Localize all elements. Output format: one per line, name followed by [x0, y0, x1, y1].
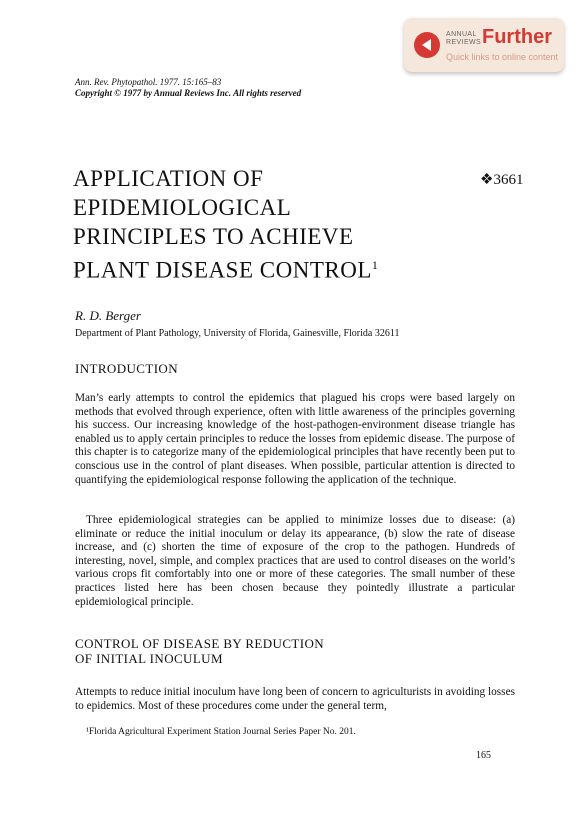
section-heading-control: CONTROL OF DISEASE BY REDUCTION OF INITIAL INOCULUM — [75, 636, 325, 666]
citation-copyright: Copyright © 1977 by Annual Reviews Inc. All rights reserved — [75, 88, 302, 98]
section-heading-introduction: INTRODUCTION — [75, 361, 179, 376]
further-badge[interactable] — [404, 18, 564, 72]
paragraph-intro-2: Three epidemiological strategies can be applied to minimize losses due to disease: (a) eliminate or reduce the initial inoculum or delay its appearance, (b) slow the rate of disease increase, and (c) shorten the time of exposure of the crop to the pathogen. Hundreds of interesting, novel, simple, and complex practices that are used to control diseases on the world’s various crops fit comfortably into one or more of these categories. The small number of these practices listed here has been chosen because they pointedly illustrate a particular epidemiological principle. — [75, 514, 515, 608]
title-line: PRINCIPLES TO ACHIEVE — [73, 224, 354, 249]
author-affiliation: Department of Plant Pathology, University of Florida, Gainesville, Florida 32611 — [75, 328, 400, 339]
title-line: EPIDEMIOLOGICAL — [73, 195, 292, 220]
paragraph-control-1: Attempts to reduce initial inoculum have long been of concern to agriculturists in avoiding losses to epidemics. Most of these procedures come under the general term, — [75, 686, 515, 712]
footnote-mark: 1 — [371, 258, 379, 272]
title-line: PLANT DISEASE CONTROL$^1$ — [73, 257, 379, 283]
paragraph-intro-1: Man’s early attempts to control the epidemics that plagued his crops were based largely on methods that evolved through experience, often with little awareness of the principles governing his success. Our increasing knowledge of the host-pathogen-environment disease triangle has enabled us to apply certain principles to reduce the losses from epidemic disease. The purpose of this chapter is to categorize many of the epidemiological principles that have recently been put to conscious use in the control of plant diseases. When possible, particular attention is directed to quantifying the epidemiological response following the application of the technique. — [75, 392, 515, 486]
citation — [75, 77, 301, 99]
title-line: APPLICATION OF — [73, 166, 264, 191]
article-title — [73, 164, 378, 285]
footnote: ¹Florida Agricultural Experiment Station Journal Series Paper No. 201. — [86, 727, 356, 737]
article-number: ❖3661 — [480, 172, 524, 188]
author-name: R. D. Berger — [75, 308, 141, 323]
page-number: 165 — [476, 750, 491, 761]
citation-journal: Ann. Rev. Phytopathol. 1977. 15:165–83 — [75, 77, 222, 87]
badge-subtitle: Quick links to online content — [446, 52, 559, 62]
badge-further: Further — [482, 26, 552, 48]
badge-annual-reviews: ANNUAL REVIEWS — [446, 31, 482, 46]
play-back-icon — [414, 32, 440, 58]
